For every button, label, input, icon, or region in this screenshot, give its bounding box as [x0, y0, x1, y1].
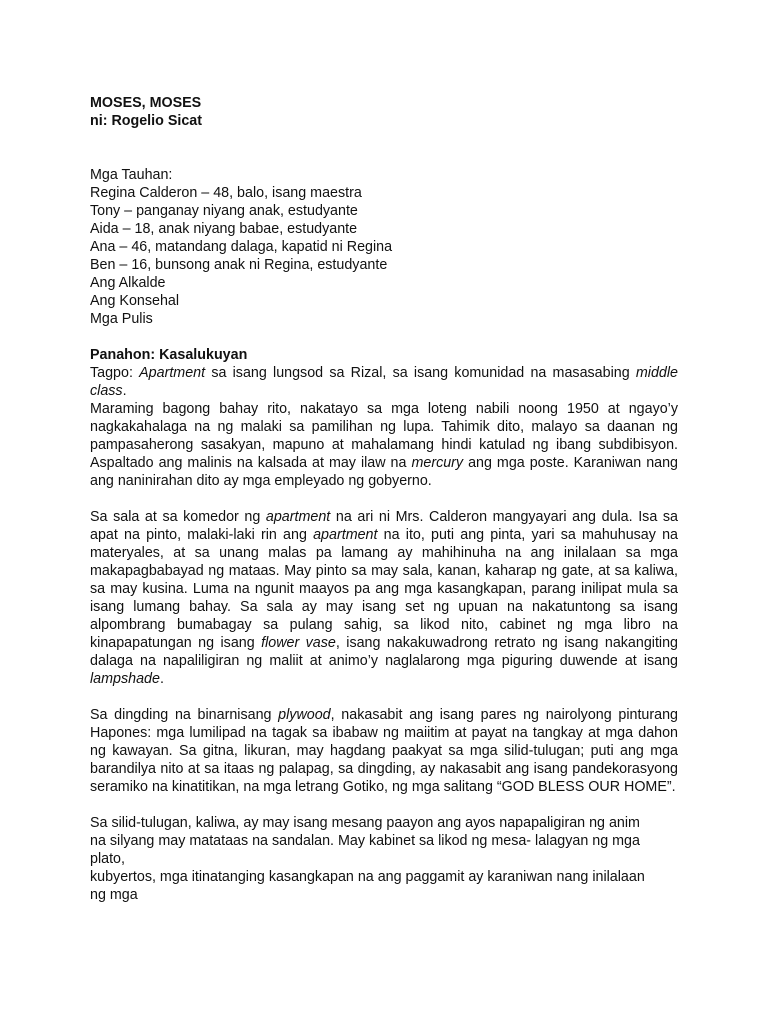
silid-line: kubyertos, mga itinatanging kasangkapan na ang paggamit ay karaniwan nang inilalaan	[90, 869, 645, 885]
title-block	[90, 94, 678, 130]
silid-line: na silyang may matataas na sandalan. May kabinet sa likod ng mesa- lalagyan ng mga	[90, 833, 640, 849]
sala-paragraph	[90, 508, 678, 688]
setting-text: sa isang lungsod sa Rizal, sa isang komunidad na masasabing	[205, 365, 636, 381]
character-item: Regina Calderon – 48, balo, isang maestra	[90, 185, 362, 201]
character-item: Aida – 18, anak niyang babae, estudyante	[90, 221, 358, 237]
character-item: Ana – 46, matandang dalaga, kapatid ni Regina	[90, 239, 393, 255]
sala-italic-term: apartment	[313, 527, 378, 543]
neighborhood-text: Maraming bagong bahay rito, nakatayo sa mga loteng nabili noong 1950 at ngayo’y nagkakahalaga na ng malaki sa pamilihan ng lupa. Tahimik dito, malayo sa daanan ng pampasaherong sasakyan, mapuno at mahalamang hindi katulad ng ibang subdibisyon. Aspaltado ang malinis na kalsada at may ilaw na	[90, 401, 678, 471]
sala-text: na ari ni Mrs. Calderon mangyayari ang dula. Isa sa apat na pinto, malaki-laki rin ang	[90, 509, 678, 543]
time-heading: Panahon: Kasalukuyan	[90, 347, 248, 363]
character-item: Tony – panganay niyang anak, estudyante	[90, 203, 358, 219]
author-line: ni: Rogelio Sicat	[90, 113, 203, 129]
document-page	[90, 94, 678, 904]
silid-line: plato,	[90, 851, 125, 867]
sala-italic-term: flower vase	[261, 635, 336, 651]
character-item: Ang Konsehal	[90, 293, 180, 309]
setting-paragraph	[90, 364, 678, 400]
silid-line: Sa silid-tulugan, kaliwa, ay may isang mesang paayon ang ayos napapaligiran ng anim	[90, 815, 640, 831]
neighborhood-italic-term: mercury	[411, 455, 464, 471]
silid-paragraph	[90, 814, 678, 904]
character-item: Mga Pulis	[90, 311, 153, 327]
sala-italic-term: apartment	[265, 509, 331, 525]
neighborhood-text: ang mga poste. Karaniwan nang ang naninirahan dito ay mga empleyado ng gobyerno.	[90, 455, 678, 489]
document-title: MOSES, MOSES	[90, 95, 202, 111]
setting-text: Tagpo:	[90, 365, 140, 381]
neighborhood-paragraph	[90, 400, 678, 490]
characters-section	[90, 166, 678, 328]
dingding-text: Sa dingding na binarnisang	[90, 707, 279, 723]
characters-heading: Mga Tauhan:	[90, 167, 173, 183]
sala-text: na ito, puti ang pinta, yari sa mahuhusay na materyales, at sa unang malas pa lamang ay mahihinuha na ang inilalaan sa mga makapagbabayad ng mataas. May pinto sa may sala, kanan, kaharap ng gate, at sa kaliwa, sa may kusina. Luma na ngunit maayos pa ang mga kasangkapan, parang inilipat mula sa isang lumang bahay. Sa sala ay may isang set ng upuan na nakatuntong sa isang alpombrang bumabagay sa pulang sahig, sa likod nito, cabinet ng mga libro na kinapapatungan ng isang	[90, 527, 678, 651]
dingding-italic-term: plywood	[278, 707, 331, 723]
dingding-paragraph	[90, 706, 678, 796]
character-item: Ang Alkalde	[90, 275, 166, 291]
setting-text: .	[122, 383, 127, 399]
setting-italic-term: Apartment	[139, 365, 206, 381]
setting-italic-term: middle class	[90, 365, 678, 399]
sala-italic-term: lampshade	[90, 671, 160, 687]
sala-text: .	[159, 671, 164, 687]
sala-text: Sa sala at sa komedor ng	[90, 509, 266, 525]
silid-line: ng mga	[90, 887, 138, 903]
dingding-text: , nakasabit ang isang pares ng nairolyong pinturang Hapones: mga lumilipad na tagak sa ibabaw ng maiitim at payat na tangkay at mga dahon ng kawayan. Sa gitna, likuran, may hagdang paakyat sa mga silid-tulugan; puti ang mga barandilya nito at sa itaas ng palapag, sa dingding, ay nakasabit ang isang pandekorasyong seramiko na kinatitikan, na mga letrang Gotiko, ng mga salitang “GOD BLESS OUR HOME”.	[90, 707, 678, 795]
sala-text: , isang nakakuwadrong retrato ng isang nakangiting dalaga na napaliligiran ng maliit at animo’y naglalarong mga piguring duwende at isang	[90, 635, 679, 669]
character-item: Ben – 16, bunsong anak ni Regina, estudyante	[90, 257, 388, 273]
